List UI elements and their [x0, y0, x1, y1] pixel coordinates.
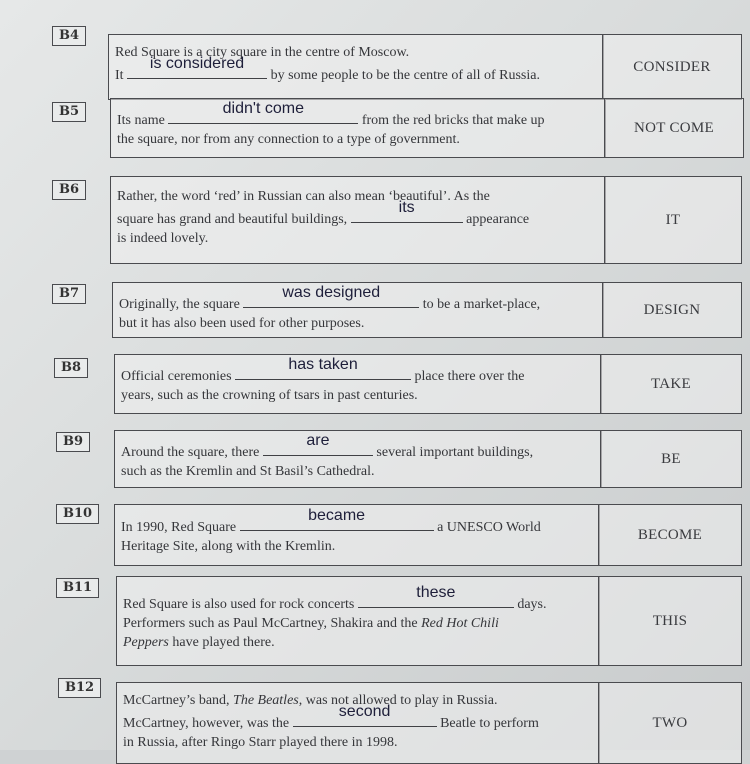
sentence-pre: Around the square, there: [121, 445, 260, 460]
sentence-post: by some people to be the centre of all of Russia.: [270, 68, 540, 83]
sentence-box: [114, 504, 600, 566]
answer-blank[interactable]: [351, 199, 463, 223]
sentence-box: [114, 430, 602, 488]
sentence-post: appearance: [466, 212, 530, 227]
keyword-box: TAKE: [600, 354, 742, 414]
answer-blank[interactable]: [235, 356, 411, 380]
keyword-box: THIS: [598, 576, 742, 666]
keyword-box: NOT COME: [604, 98, 744, 158]
item-label: B5: [52, 102, 86, 122]
sentence-line: is indeed lovely.: [117, 231, 209, 246]
sentence-box: [110, 176, 606, 264]
keyword-box: DESIGN: [602, 282, 742, 338]
sentence-text: [123, 691, 593, 752]
sentence-line: in Russia, after Ringo Starr played there in 1998.: [123, 735, 398, 750]
item-label: B6: [52, 180, 86, 200]
answer-text: second: [338, 703, 391, 720]
answer-text: has taken: [288, 356, 358, 373]
sentence-post: Beatle to perform: [440, 716, 539, 731]
answer-blank[interactable]: [243, 284, 419, 308]
answer-blank[interactable]: [263, 432, 373, 456]
keyword-box: IT: [604, 176, 742, 264]
sentence-line: have played there.: [172, 635, 275, 650]
sentence-text: [117, 100, 599, 149]
sentence-line: Rather, the word ‘red’ in Russian can also mean ‘beautiful’. As the: [117, 189, 490, 204]
item-label: B10: [56, 504, 99, 524]
keyword-box: BECOME: [598, 504, 742, 566]
answer-text: was designed: [282, 284, 381, 301]
sentence-text: [121, 356, 595, 405]
sentence-text: [121, 507, 593, 556]
sentence-post: days.: [517, 597, 547, 612]
sentence-pre: In 1990, Red Square: [121, 520, 237, 535]
answer-text: are: [306, 432, 330, 449]
item-label: B9: [56, 432, 90, 452]
sentence-text: [117, 187, 599, 248]
sentence-line: the square, nor from any connection to a type of government.: [117, 132, 460, 147]
answer-blank[interactable]: [240, 507, 434, 531]
item-label: B7: [52, 284, 86, 304]
sentence-line: but it has also been used for other purposes.: [119, 316, 365, 331]
sentence-post: to be a market-place,: [422, 297, 541, 312]
sentence-line: Red Square is a city square in the centre of Moscow.: [115, 45, 410, 60]
sentence-box: [116, 576, 600, 666]
sentence-text: [119, 284, 597, 333]
sentence-pre: Official ceremonies: [121, 369, 232, 384]
sentence-text: [121, 432, 595, 481]
sentence-box: [108, 34, 604, 100]
sentence-box: [116, 682, 600, 764]
keyword-box: BE: [600, 430, 742, 488]
sentence-italic: The Beatles: [233, 693, 299, 708]
sentence-pre: Red Square is also used for rock concerts: [123, 597, 355, 612]
sentence-line: such as the Kremlin and St Basil’s Cathedral.: [121, 464, 375, 479]
sentence-pre: Its name: [117, 113, 165, 128]
item-label: B8: [54, 358, 88, 378]
answer-text: is considered: [149, 55, 245, 72]
answer-text: these: [416, 584, 456, 601]
sentence-italic: Peppers: [123, 635, 169, 650]
answer-blank[interactable]: [127, 55, 267, 79]
answer-blank[interactable]: [358, 584, 514, 608]
keyword-box: CONSIDER: [602, 34, 742, 100]
keyword-box: TWO: [598, 682, 742, 764]
sentence-box: [114, 354, 602, 414]
answer-blank[interactable]: [168, 100, 358, 124]
sentence-line: McCartney’s band,: [123, 693, 230, 708]
answer-text: its: [398, 199, 415, 216]
sentence-text: [115, 43, 597, 85]
sentence-pre: McCartney, however, was the: [123, 716, 290, 731]
answer-text: became: [308, 507, 366, 524]
sentence-post: a UNESCO World: [437, 520, 541, 535]
sentence-box: [112, 282, 604, 338]
sentence-line: years, such as the crowning of tsars in past centuries.: [121, 388, 418, 403]
sentence-post: place there over the: [414, 369, 525, 384]
sentence-line: Performers such as Paul McCartney, Shakira and the: [123, 616, 418, 631]
sentence-text: [123, 584, 593, 652]
sentence-post: several important buildings,: [376, 445, 534, 460]
sentence-box: [110, 98, 606, 158]
answer-text: didn't come: [222, 100, 304, 117]
answer-blank[interactable]: [293, 703, 437, 727]
item-label: B11: [56, 578, 99, 598]
item-label: B4: [52, 26, 86, 46]
sentence-italic: Red Hot Chili: [421, 616, 499, 631]
sentence-pre: square has grand and beautiful buildings,: [117, 212, 348, 227]
item-label: B12: [58, 678, 101, 698]
sentence-line: , was not allowed to play in Russia.: [298, 693, 498, 708]
sentence-pre: Originally, the square: [119, 297, 240, 312]
sentence-pre: It: [115, 68, 124, 83]
sentence-line: Heritage Site, along with the Kremlin.: [121, 539, 336, 554]
sentence-post: from the red bricks that make up: [361, 113, 545, 128]
